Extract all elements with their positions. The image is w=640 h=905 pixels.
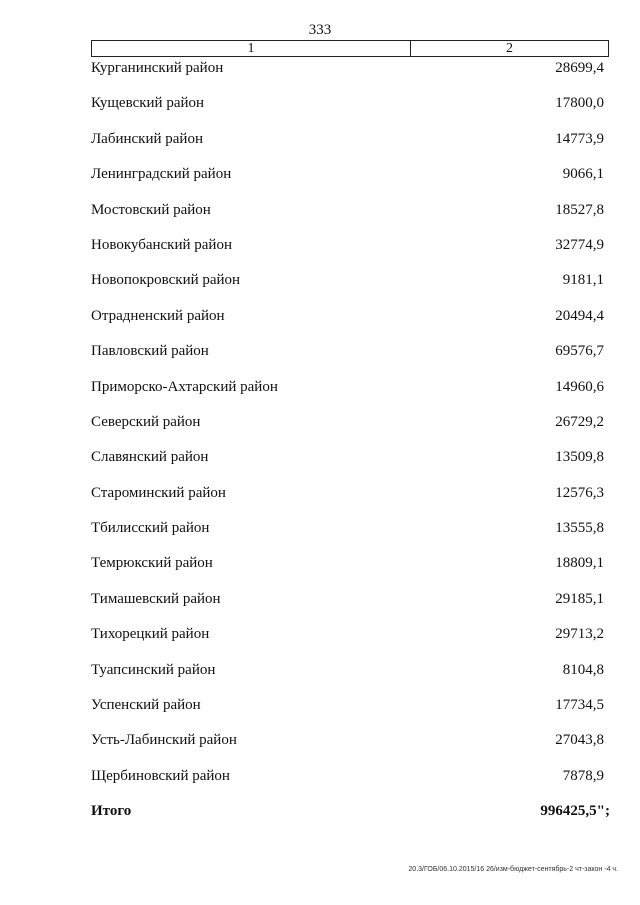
district-name: Павловский район — [91, 343, 209, 360]
table-row — [91, 237, 604, 272]
district-value: 26729,2 — [555, 413, 604, 430]
district-value: 29185,1 — [555, 590, 604, 607]
district-name: Туапсинский район — [91, 661, 216, 678]
district-value: 7878,9 — [562, 767, 604, 784]
table-row — [91, 485, 604, 520]
district-value: 9181,1 — [562, 272, 604, 289]
district-value: 69576,7 — [555, 343, 604, 360]
table-body — [91, 60, 604, 803]
table-row — [91, 591, 604, 626]
district-name: Курганинский район — [91, 60, 224, 76]
table-row — [91, 697, 604, 732]
district-value: 8104,8 — [562, 661, 604, 678]
district-name: Новокубанский район — [91, 236, 232, 253]
table-header — [91, 40, 609, 57]
district-value: 17800,0 — [555, 95, 604, 112]
district-value: 13555,8 — [555, 520, 604, 537]
district-name: Славянский район — [91, 449, 209, 466]
table-row — [91, 555, 604, 590]
table-row — [91, 626, 604, 661]
total-value: 996425,5"; — [540, 803, 610, 819]
total-label: Итого — [91, 803, 132, 819]
table-row — [91, 95, 604, 130]
district-value: 9066,1 — [562, 166, 604, 183]
district-value: 14773,9 — [555, 130, 604, 147]
district-name: Приморско-Ахтарский район — [91, 378, 278, 395]
table-row — [91, 662, 604, 697]
district-value: 29713,2 — [555, 626, 604, 643]
district-name: Темрюкский район — [91, 555, 213, 572]
district-value: 13509,8 — [555, 449, 604, 466]
district-value: 18527,8 — [555, 201, 604, 218]
table-row — [91, 343, 604, 378]
district-value: 14960,6 — [555, 378, 604, 395]
table-row — [91, 202, 604, 237]
table-row — [91, 732, 604, 767]
table-row — [91, 768, 604, 803]
district-name: Успенский район — [91, 697, 201, 714]
table-row — [91, 414, 604, 449]
district-value: 17734,5 — [555, 697, 604, 714]
table-row — [91, 379, 604, 414]
district-name: Кущевский район — [91, 95, 205, 112]
district-name: Тихорецкий район — [91, 626, 210, 643]
district-name: Щербиновский район — [91, 767, 230, 784]
district-name: Тбилисский район — [91, 520, 210, 537]
table-row — [91, 166, 604, 201]
district-name: Северский район — [91, 413, 201, 430]
document-footer: 20.3/ГОБ/06.10.2015/16 26/изм-бюджет-сентябрь-2 чт-закон -4 ч. — [408, 866, 618, 873]
district-value: 28699,4 — [555, 60, 604, 76]
district-name: Староминский район — [91, 484, 226, 501]
table-row — [91, 449, 604, 484]
district-value: 12576,3 — [555, 484, 604, 501]
district-name: Усть-Лабинский район — [91, 732, 237, 749]
district-name: Мостовский район — [91, 201, 211, 218]
district-value: 32774,9 — [555, 236, 604, 253]
table-row — [91, 308, 604, 343]
district-value: 18809,1 — [555, 555, 604, 572]
page-number: 333 — [308, 22, 332, 38]
total-row — [91, 803, 610, 820]
table-row — [91, 131, 604, 166]
district-name: Лабинский район — [91, 130, 203, 147]
district-value: 20494,4 — [555, 307, 604, 324]
district-name: Новопокровский район — [91, 272, 241, 289]
district-name: Ленинградский район — [91, 166, 232, 183]
header-col-2: 2 — [506, 41, 513, 56]
district-value: 27043,8 — [555, 732, 604, 749]
table-row — [91, 60, 604, 95]
table-row — [91, 272, 604, 307]
table-row — [91, 520, 604, 555]
header-col-1: 1 — [92, 41, 411, 56]
district-name: Отрадненский район — [91, 307, 225, 324]
district-name: Тимашевский район — [91, 590, 221, 607]
